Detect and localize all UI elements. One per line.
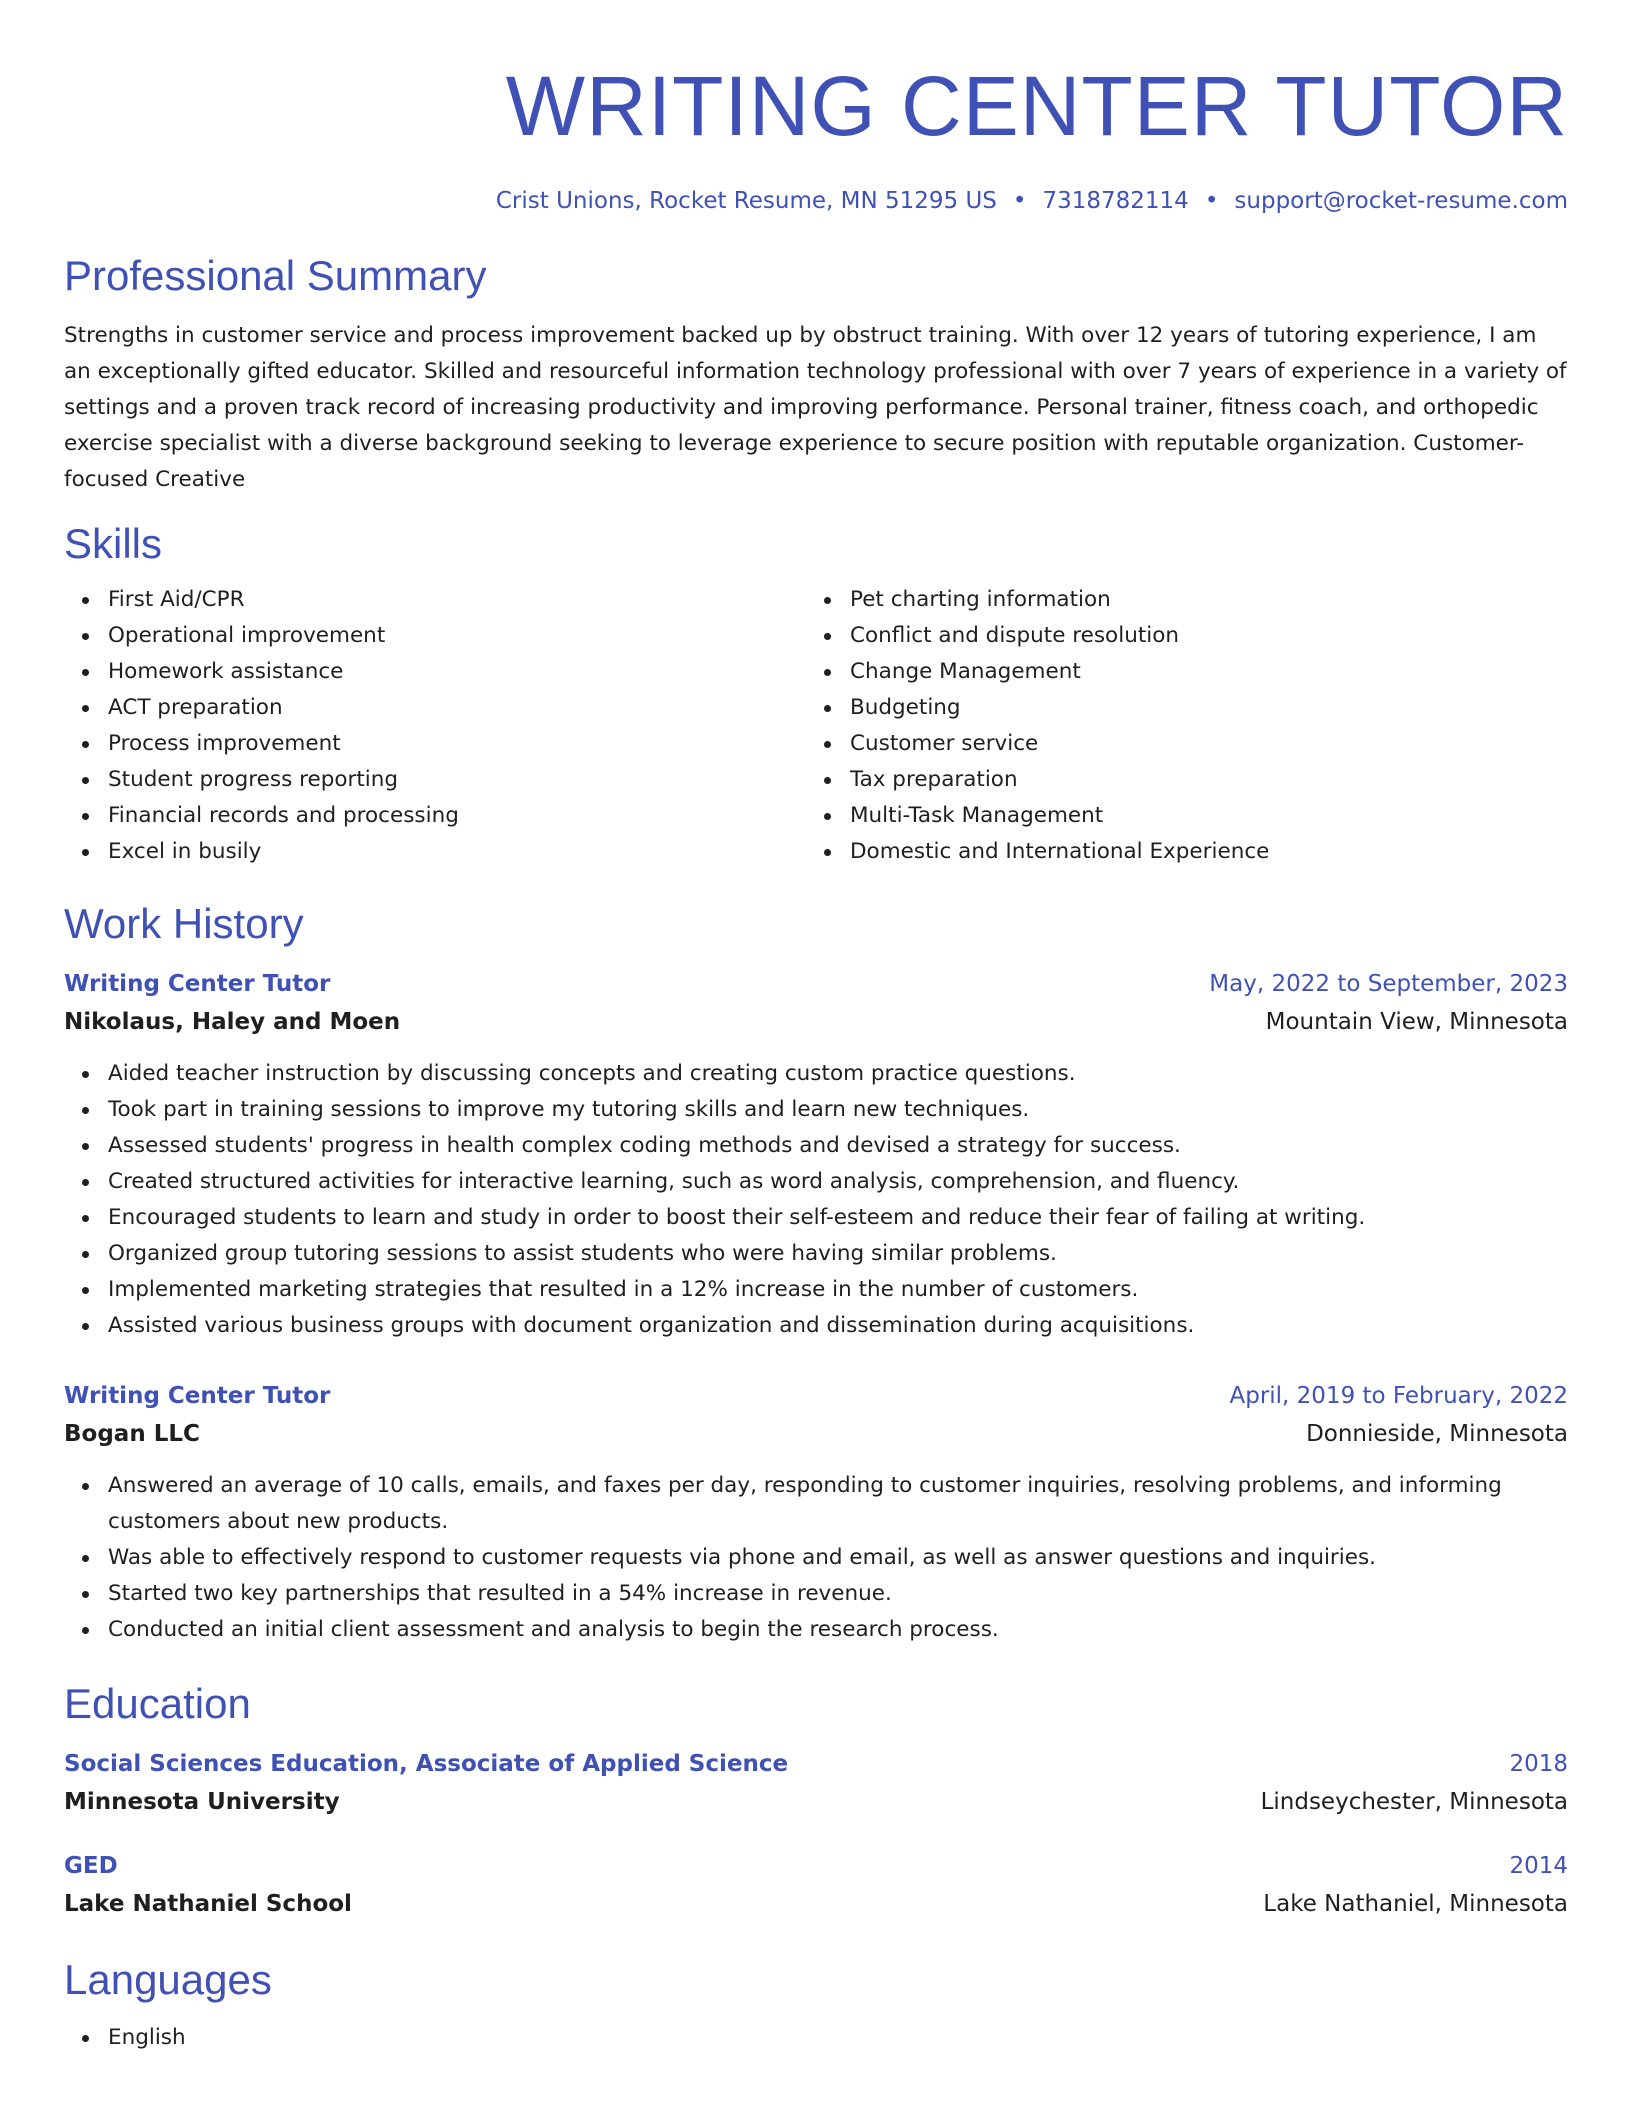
- skill-item: Customer service: [850, 726, 1568, 762]
- education-year: 2018: [1509, 1751, 1568, 1777]
- job-dates: April, 2019 to February, 2022: [1229, 1383, 1568, 1409]
- education-location: Lindseychester, Minnesota: [1260, 1789, 1568, 1815]
- education-location: Lake Nathaniel, Minnesota: [1263, 1891, 1568, 1917]
- skills-heading: Skills: [64, 520, 163, 567]
- skill-item: Conflict and dispute resolution: [850, 618, 1568, 654]
- education-degree: Social Sciences Education, Associate of Applied Science: [64, 1751, 789, 1777]
- education-entry: [64, 1848, 1568, 1924]
- skill-item: Student progress reporting: [108, 762, 806, 798]
- contact-email: support@rocket-resume.com: [1234, 188, 1568, 214]
- contact-address: Crist Unions, Rocket Resume, MN 51295 US: [495, 188, 997, 214]
- skill-item: Homework assistance: [108, 654, 806, 690]
- job-bullet: Assessed students' progress in health complex coding methods and devised a strategy for success.: [108, 1128, 1568, 1164]
- job-entry: [64, 1378, 1568, 1648]
- skill-item: First Aid/CPR: [108, 582, 806, 618]
- job-title: Writing Center Tutor: [64, 1383, 331, 1409]
- job-bullet: Answered an average of 10 calls, emails, and faxes per day, responding to customer inquiries, resolving problems, and informing customers about new products.: [108, 1468, 1568, 1540]
- languages-heading: Languages: [64, 1956, 272, 2003]
- education-year: 2014: [1509, 1853, 1568, 1879]
- job-bullet: Assisted various business groups with document organization and dissemination during acquisitions.: [108, 1308, 1568, 1344]
- skill-item: Domestic and International Experience: [850, 834, 1568, 870]
- job-dates: May, 2022 to September, 2023: [1209, 971, 1568, 997]
- contact-phone: 7318782114: [1042, 188, 1189, 214]
- skills-columns: [64, 582, 1568, 870]
- job-subheader: [64, 1002, 1568, 1042]
- job-bullet: Created structured activities for interactive learning, such as word analysis, comprehension, and fluency.: [108, 1164, 1568, 1200]
- job-company: Nikolaus, Haley and Moen: [64, 1009, 401, 1035]
- skill-item: Pet charting information: [850, 582, 1568, 618]
- skill-item: Financial records and processing: [108, 798, 806, 834]
- job-bullet: Was able to effectively respond to customer requests via phone and email, as well as answer questions and inquiries.: [108, 1540, 1568, 1576]
- skill-item: Change Management: [850, 654, 1568, 690]
- education-school: Lake Nathaniel School: [64, 1891, 352, 1917]
- job-bullets: [64, 1056, 1568, 1344]
- skill-item: Excel in busily: [108, 834, 806, 870]
- languages-list: [64, 2020, 1568, 2056]
- education-subheader: [64, 1884, 1568, 1924]
- contact-line: [64, 186, 1568, 216]
- skill-item: Operational improvement: [108, 618, 806, 654]
- education-school: Minnesota University: [64, 1789, 340, 1815]
- job-bullets: [64, 1468, 1568, 1648]
- job-bullet: Started two key partnerships that resulted in a 54% increase in revenue.: [108, 1576, 1568, 1612]
- education-heading: Education: [64, 1680, 251, 1727]
- summary-heading: Professional Summary: [64, 252, 487, 299]
- job-location: Mountain View, Minnesota: [1265, 1009, 1568, 1035]
- candidate-name: WRITING CENTER TUTOR: [505, 59, 1568, 153]
- job-bullet: Implemented marketing strategies that resulted in a 12% increase in the number of customers.: [108, 1272, 1568, 1308]
- job-header: [64, 1378, 1568, 1414]
- language-item: English: [108, 2020, 1568, 2056]
- job-entry: [64, 966, 1568, 1344]
- contact-separator: •: [1012, 188, 1027, 214]
- skill-item: ACT preparation: [108, 690, 806, 726]
- skills-list-right: [806, 582, 1568, 870]
- skills-list-left: [64, 582, 806, 870]
- skill-item: Tax preparation: [850, 762, 1568, 798]
- contact-separator: •: [1204, 188, 1219, 214]
- skill-item: Multi-Task Management: [850, 798, 1568, 834]
- education-entry: [64, 1746, 1568, 1822]
- education-degree: GED: [64, 1853, 118, 1879]
- job-bullet: Organized group tutoring sessions to assist students who were having similar problems.: [108, 1236, 1568, 1272]
- education-header: [64, 1848, 1568, 1884]
- job-title: Writing Center Tutor: [64, 971, 331, 997]
- job-subheader: [64, 1414, 1568, 1454]
- job-bullet: Encouraged students to learn and study in order to boost their self-esteem and reduce their fear of failing at writing.: [108, 1200, 1568, 1236]
- job-header: [64, 966, 1568, 1002]
- job-location: Donnieside, Minnesota: [1306, 1421, 1568, 1447]
- education-subheader: [64, 1782, 1568, 1822]
- summary-text: Strengths in customer service and process improvement backed up by obstruct training. With over 12 years of tutoring experience, I am an exceptionally gifted educator. Skilled and resourceful information technology professional with over 7 years of experience in a variety of settings and a proven track record of increasing productivity and improving performance. Personal trainer, fitness coach, and orthopedic exercise specialist with a diverse background seeking to leverage experience to secure position with reputable organization. Customer-focused Creative: [64, 323, 1567, 492]
- job-bullet: Conducted an initial client assessment and analysis to begin the research process.: [108, 1612, 1568, 1648]
- skill-item: Budgeting: [850, 690, 1568, 726]
- skill-item: Process improvement: [108, 726, 806, 762]
- job-bullet: Took part in training sessions to improve my tutoring skills and learn new techniques.: [108, 1092, 1568, 1128]
- education-header: [64, 1746, 1568, 1782]
- resume-page: [64, 0, 1568, 2056]
- job-bullet: Aided teacher instruction by discussing concepts and creating custom practice questions.: [108, 1056, 1568, 1092]
- job-company: Bogan LLC: [64, 1421, 200, 1447]
- work-history-heading: Work History: [64, 900, 304, 947]
